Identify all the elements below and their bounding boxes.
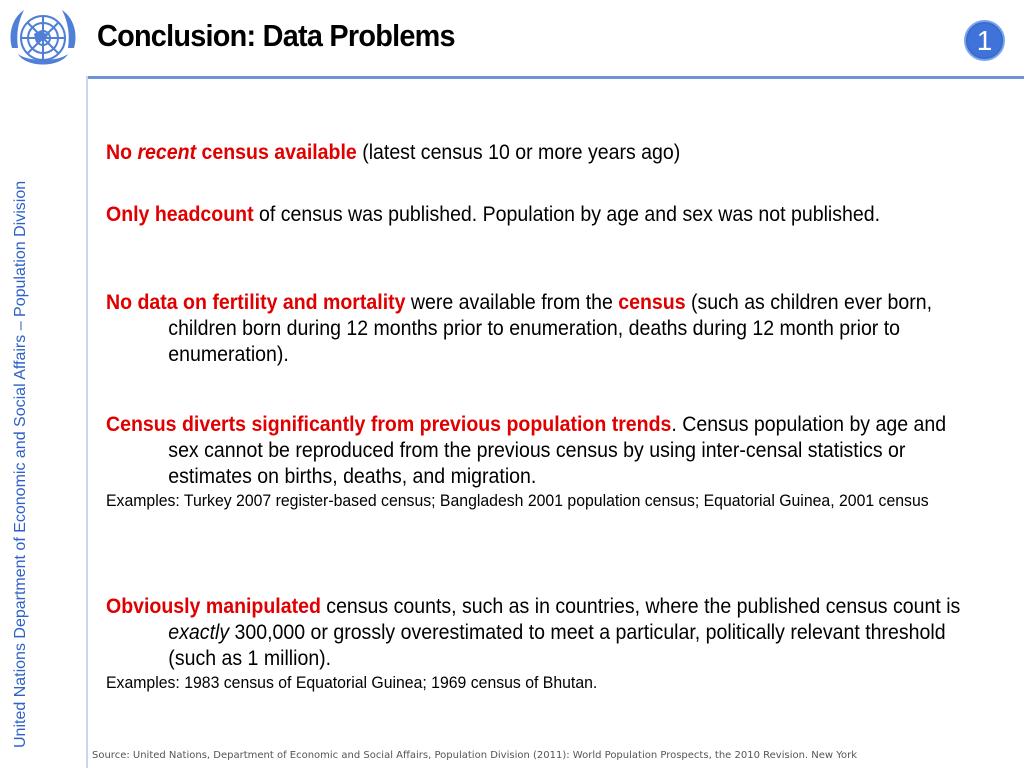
page-title: Conclusion: Data Problems bbox=[97, 18, 455, 53]
item-highlight: census available bbox=[196, 141, 357, 164]
item-text: were available from the bbox=[405, 291, 619, 314]
list-item bbox=[106, 594, 976, 694]
source-footnote: Source: United Nations, Department of Economic and Social Affairs, Population Division (2011): World Population Prospects, the 2010 Revision. New York bbox=[92, 750, 858, 761]
slide-number-badge: 1 bbox=[964, 20, 1005, 61]
list-item bbox=[106, 290, 976, 368]
item-text: (latest census 10 or more years ago) bbox=[356, 141, 681, 164]
item-highlight: Census diverts significantly from previous population trends bbox=[106, 413, 672, 436]
item-highlight-italic: recent bbox=[137, 141, 197, 164]
item-highlight: Only headcount bbox=[106, 203, 254, 226]
header-divider bbox=[86, 76, 1024, 79]
side-label: United Nations Department of Economic and Social Affairs – Population Division bbox=[12, 180, 29, 748]
item-highlight: census bbox=[618, 291, 686, 314]
item-highlight: Obviously manipulated bbox=[106, 595, 321, 618]
list-item bbox=[106, 202, 976, 228]
list-item bbox=[106, 412, 976, 512]
item-text: of census was published. Population by age and sex was not published. bbox=[253, 203, 881, 226]
item-highlight: No data on fertility and mortality bbox=[106, 291, 406, 314]
item-emphasis: exactly bbox=[168, 621, 230, 644]
list-item bbox=[106, 140, 976, 166]
item-text: (such as children ever born, children born during 12 months prior to enumeration, deaths during 12 month prior to enumeration). bbox=[168, 291, 932, 366]
item-highlight: No bbox=[106, 141, 138, 164]
item-text: census counts, such as in countries, where the published census count is bbox=[320, 595, 961, 618]
item-example: Examples: 1983 census of Equatorial Guinea; 1969 census of Bhutan. bbox=[106, 673, 598, 692]
un-emblem-icon bbox=[4, 4, 82, 76]
item-text: 300,000 or grossly overestimated to meet a particular, politically relevant threshold (such as 1 million). bbox=[168, 621, 946, 670]
side-divider bbox=[86, 76, 88, 768]
item-text: . Census population by age and sex cannot be reproduced from the previous census by using inter-censal statistics or estimates on births, deaths, and migration. bbox=[168, 413, 947, 488]
item-example: Examples: Turkey 2007 register-based census; Bangladesh 2001 population census; Equatorial Guinea, 2001 census bbox=[106, 491, 929, 510]
